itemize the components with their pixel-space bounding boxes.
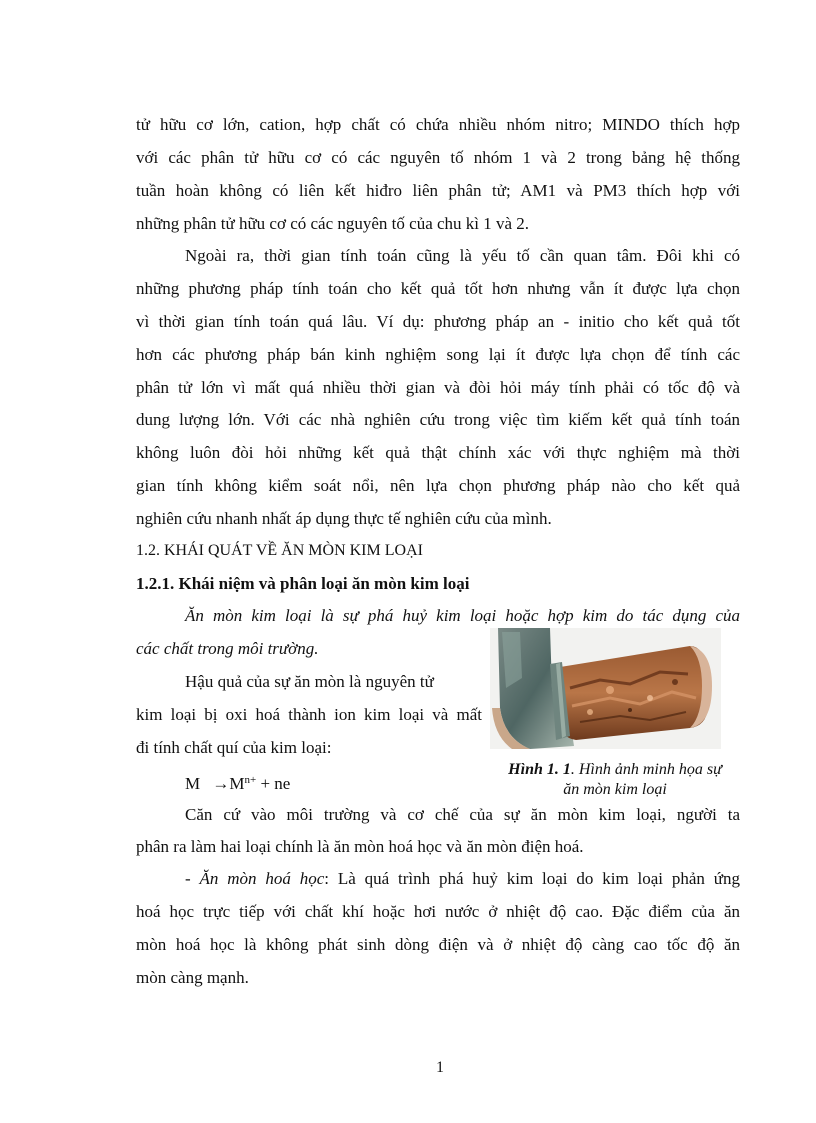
body-text-line: những phân tử hữu cơ có các nguyên tố của chu kì 1 và 2. — [136, 214, 530, 233]
figure-caption-text: . Hình ảnh minh họa sự — [570, 761, 722, 778]
body-text-line: Ngoài ra, thời gian tính toán cũng là yếu tố cần quan tâm. Đôi khi có — [185, 246, 740, 265]
body-text-line: kim loại bị oxi hoá thành ion kim loại và mất — [136, 705, 482, 724]
body-text-line: mòn hoá học là không phát sinh dòng điện và ở nhiệt độ càng cao tốc độ ăn — [136, 935, 740, 954]
reaction-formula — [185, 769, 290, 795]
figure-caption-label: Hình 1. 1 — [508, 761, 571, 778]
body-text-line: nghiên cứu nhanh nhất áp dụng thực tế nghiên cứu của mình. — [136, 509, 552, 528]
body-text-line: Hậu quả của sự ăn mòn là nguyên tử — [185, 672, 434, 691]
page-number: 1 — [436, 1059, 444, 1076]
body-text-line: những phương pháp tính toán cho kết quả tốt hơn nhưng vẫn ít được lựa chọn — [136, 279, 740, 298]
subsection-heading: 1.2.1. Khái niệm và phân loại ăn mòn kim loại — [136, 574, 470, 593]
body-text-line: gian tính không kiểm soát nổi, nên lựa chọn phương pháp nào cho kết quả — [136, 476, 740, 495]
chemical-corrosion-definition: : Là quá trình phá huỷ kim loại do kim loại phản ứng — [324, 869, 740, 888]
formula-reactant: M — [185, 774, 201, 793]
chemical-corrosion-line — [185, 868, 740, 890]
body-text-line: phân ra làm hai loại chính là ăn mòn hoá học và ăn mòn điện hoá. — [136, 837, 584, 856]
formula-charge: n+ — [244, 774, 257, 786]
figure-caption-continued: ăn mòn kim loại — [563, 781, 667, 798]
chemical-corrosion-term: - Ăn mòn hoá học — [185, 869, 325, 888]
body-text-line: tử hữu cơ lớn, cation, hợp chất có chứa nhiều nhóm nitro; MINDO thích hợp — [136, 115, 740, 134]
body-text-line: Căn cứ vào môi trường và cơ chế của sự ăn mòn kim loại, người ta — [185, 805, 740, 824]
body-text-line: không luôn đòi hỏi những kết quả thật chính xác với thực nghiệm mà thời — [136, 443, 740, 462]
body-text-line: tuần hoàn không có liên kết hiđro liên phân tử; AM1 và PM3 thích hợp với — [136, 181, 740, 200]
body-text-line: vì thời gian tính toán quá lâu. Ví dụ: phương pháp an - initio cho kết quả tốt — [136, 312, 740, 331]
formula-arrow: → — [212, 774, 230, 793]
formula-rest: + ne — [256, 774, 291, 793]
formula-product: M — [229, 774, 245, 793]
figure-caption — [470, 760, 760, 780]
definition-text-line: Ăn mòn kim loại là sự phá huỷ kim loại hoặc hợp kim do tác dụng của — [185, 606, 740, 625]
body-text-line: đi tính chất quí của kim loại: — [136, 738, 332, 757]
body-text-line: hơn các phương pháp bán kinh nghiệm song lại ít được lựa chọn để tính các — [136, 345, 740, 364]
body-text-line: hoá học trực tiếp với chất khí hoặc hơi nước ở nhiệt độ cao. Đặc điểm của ăn — [136, 902, 740, 921]
body-text-line: với các phân tử hữu cơ có các nguyên tố nhóm 1 và 2 trong bảng hệ thống — [136, 148, 740, 167]
section-heading: 1.2. KHÁI QUÁT VỀ ĂN MÒN KIM LOẠI — [136, 542, 423, 559]
body-text-line: dung lượng lớn. Với các nhà nghiên cứu trong việc tìm kiếm kết quả tính toán — [136, 410, 740, 429]
definition-text-line: các chất trong môi trường. — [136, 639, 319, 658]
corroded-pipe-image — [490, 628, 721, 749]
body-text-line: mòn càng mạnh. — [136, 968, 249, 987]
body-text-line: phân tử lớn vì mất quá nhiều thời gian và đòi hỏi máy tính phải có tốc độ và — [136, 378, 740, 397]
